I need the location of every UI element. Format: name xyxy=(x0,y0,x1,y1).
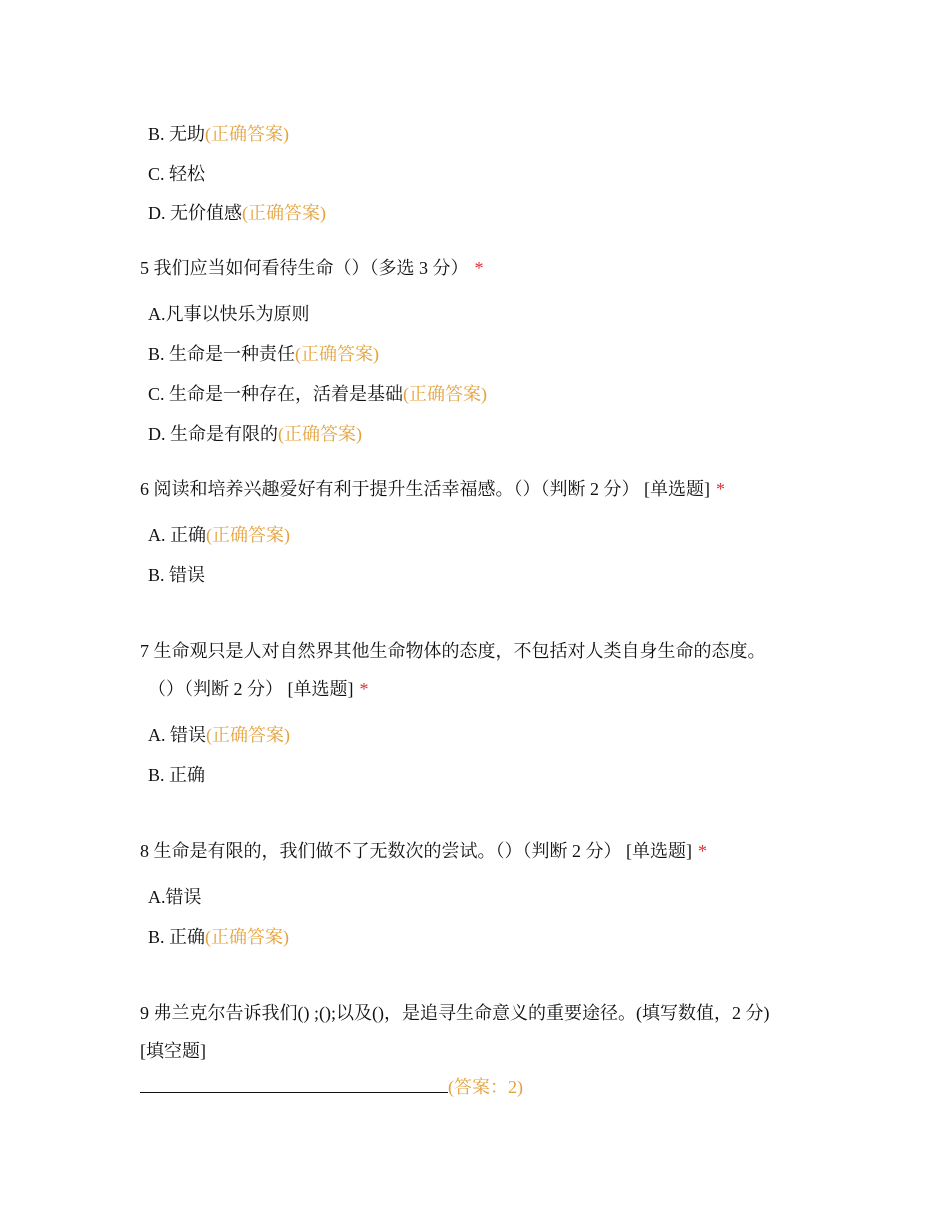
q8-option-a xyxy=(148,885,202,909)
question-text: 8 生命是有限的，我们做不了无数次的尝试。（）（判断 2 分） [单选题] xyxy=(140,841,692,861)
question-text: （）（判断 2 分） [单选题] xyxy=(148,679,354,699)
q6-title xyxy=(140,477,725,501)
correct-answer-tag: (正确答案) xyxy=(205,927,290,947)
question-text: 5 我们应当如何看待生命（）（多选 3 分） xyxy=(140,258,469,278)
question-text: 6 阅读和培养兴趣爱好有利于提升生活幸福感。（）（判断 2 分） [单选题] xyxy=(140,479,710,499)
option-label: A.错误 xyxy=(148,887,202,907)
question-text: 9 弗兰克尔告诉我们() ;();以及()，是追寻生命意义的重要途径。(填写数值，2 分) xyxy=(140,1003,770,1023)
q5-title xyxy=(140,256,484,280)
q5-option-d xyxy=(148,422,362,446)
option-label: A.凡事以快乐为原则 xyxy=(148,304,310,324)
option-label: D. 无价值感 xyxy=(148,203,242,223)
q5-option-b xyxy=(148,342,379,366)
question-text: 7 生命观只是人对自然界其他生命物体的态度，不包括对人类自身生命的态度。 xyxy=(140,641,766,661)
correct-answer-tag: (答案：2) xyxy=(448,1077,523,1097)
q6-option-a xyxy=(148,523,290,547)
required-star: * xyxy=(716,479,725,499)
option-label: B. 错误 xyxy=(148,565,206,585)
q9-title-line1 xyxy=(140,1001,769,1025)
fill-blank xyxy=(140,1074,448,1093)
correct-answer-tag: (正确答案) xyxy=(206,525,290,545)
correct-answer-tag: (正确答案) xyxy=(242,203,326,223)
question-type: [填空题] xyxy=(140,1041,206,1061)
required-star: * xyxy=(359,679,369,699)
option-label: C. 生命是一种存在，活着是基础 xyxy=(148,384,404,404)
required-star: * xyxy=(698,841,707,861)
option-label: B. 正确 xyxy=(148,765,206,785)
option-label: B. 正确 xyxy=(148,927,206,947)
correct-answer-tag: (正确答案) xyxy=(403,384,488,404)
q4-option-d xyxy=(148,201,326,225)
q4-option-c xyxy=(148,162,205,186)
required-star: * xyxy=(474,258,484,278)
option-label: C. 轻松 xyxy=(148,164,206,184)
option-label: B. 生命是一种责任 xyxy=(148,344,296,364)
q7-title-line2 xyxy=(148,677,369,701)
correct-answer-tag: (正确答案) xyxy=(205,124,290,144)
q7-title-line1 xyxy=(140,639,766,663)
q4-option-b xyxy=(148,122,289,146)
q9-title-line2 xyxy=(140,1039,206,1063)
q8-title xyxy=(140,839,707,863)
q7-option-b xyxy=(148,763,205,787)
q6-option-b xyxy=(148,563,205,587)
option-label: A. 错误 xyxy=(148,725,206,745)
q5-option-a xyxy=(148,302,310,326)
q5-option-c xyxy=(148,382,487,406)
option-label: A. 正确 xyxy=(148,525,206,545)
q8-option-b xyxy=(148,925,289,949)
correct-answer-tag: (正确答案) xyxy=(295,344,380,364)
q9-answer-line xyxy=(140,1074,523,1099)
option-label: B. 无助 xyxy=(148,124,206,144)
correct-answer-tag: (正确答案) xyxy=(278,424,362,444)
correct-answer-tag: (正确答案) xyxy=(206,725,290,745)
q7-option-a xyxy=(148,723,290,747)
option-label: D. 生命是有限的 xyxy=(148,424,278,444)
